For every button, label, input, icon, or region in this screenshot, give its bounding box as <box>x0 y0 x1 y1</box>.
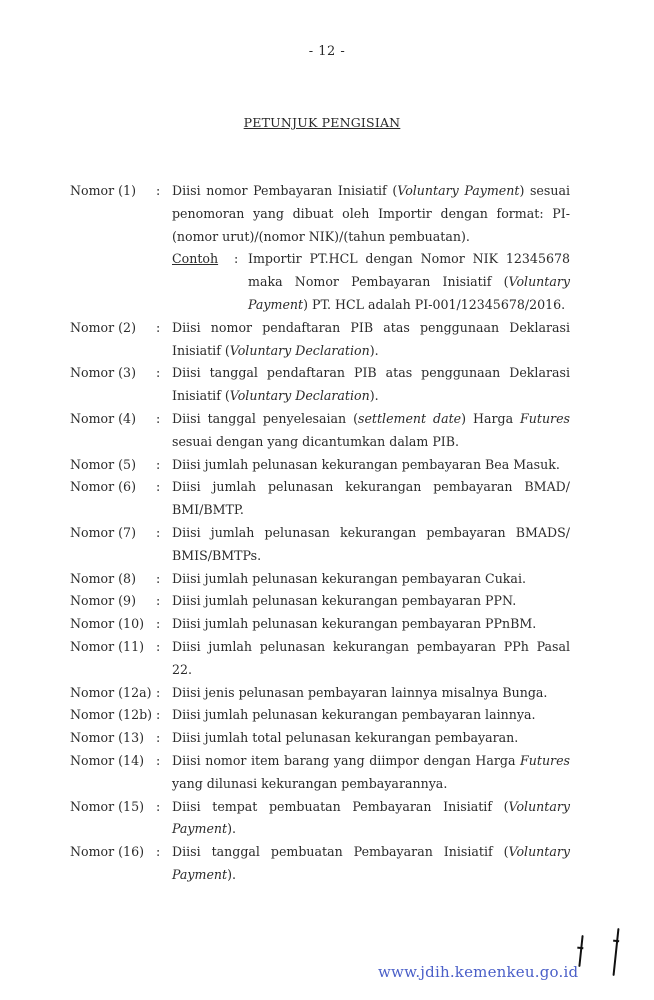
instruction-entry <box>70 476 570 522</box>
example-label: Contoh <box>172 251 219 267</box>
example-block <box>172 248 570 316</box>
text-run: Diisi jumlah total pelunasan kekurangan pembayaran. <box>172 730 519 746</box>
entry-description <box>172 362 570 408</box>
footer-url-link[interactable]: www.jdih.kemenkeu.go.id <box>378 963 579 981</box>
entry-description <box>172 682 570 705</box>
instruction-entry <box>70 522 570 568</box>
entry-label: Nomor (12a) <box>70 684 152 700</box>
instruction-entry <box>70 362 570 408</box>
text-run: Diisi tempat pembuatan Pembayaran Inisiatif ( <box>172 798 509 814</box>
instruction-list <box>70 180 570 887</box>
text-run: ). <box>369 388 379 404</box>
entry-description <box>172 613 570 636</box>
entry-colon: : <box>156 524 161 540</box>
entry-colon: : <box>156 183 161 198</box>
entry-colon: : <box>156 456 161 472</box>
entry-label: Nomor (13) <box>70 730 145 746</box>
entry-label: Nomor (16) <box>70 844 145 860</box>
entry-colon: : <box>156 570 161 586</box>
entry-label: Nomor (11) <box>70 638 145 654</box>
text-run: ) sesuai penomoran yang dibuat oleh Importir dengan format: PI-(nomor urut)/(nomor NIK)/(tahun pembuatan). <box>172 183 570 244</box>
entry-label: Nomor (4) <box>70 410 136 426</box>
entry-colon: : <box>156 798 161 814</box>
text-run: Diisi jumlah pelunasan kekurangan pembayaran PPh Pasal 22. <box>172 638 570 677</box>
entry-label: Nomor (1) <box>70 183 136 198</box>
text-run: ) Harga <box>461 410 521 426</box>
instruction-entry <box>70 636 570 682</box>
instruction-entry <box>70 454 570 477</box>
text-run: Diisi jenis pelunasan pembayaran lainnya misalnya Bunga. <box>172 684 548 700</box>
entry-label: Nomor (15) <box>70 798 145 814</box>
text-run: Diisi nomor Pembayaran Inisiatif ( <box>172 183 398 198</box>
entry-description <box>172 454 570 477</box>
text-run: Diisi jumlah pelunasan kekurangan pembayaran BMADS/ BMIS/BMTPs. <box>172 524 570 563</box>
italic-term: Futures <box>520 752 570 768</box>
instruction-entry <box>70 180 570 317</box>
entry-colon: : <box>156 844 161 860</box>
entry-colon: : <box>156 730 161 746</box>
entry-description <box>172 704 570 727</box>
entry-colon: : <box>156 707 161 723</box>
entry-colon: : <box>156 752 161 768</box>
entry-label: Nomor (7) <box>70 524 136 540</box>
entry-description <box>172 317 570 363</box>
italic-term: Voluntary Payment <box>172 844 570 882</box>
text-run: Diisi tanggal pendaftaran PIB atas penggunaan Deklarasi Inisiatif ( <box>172 365 570 404</box>
entry-label: Nomor (10) <box>70 616 145 632</box>
text-run: ). <box>227 821 237 837</box>
entry-label: Nomor (9) <box>70 593 136 609</box>
instruction-entry <box>70 317 570 363</box>
text-run: sesuai dengan yang dicantumkan dalam PIB. <box>172 433 460 449</box>
entry-colon: : <box>156 616 161 632</box>
example-text <box>248 248 570 316</box>
paraf-signature-mark <box>578 935 583 967</box>
instruction-entry <box>70 796 570 842</box>
text-run: Importir PT.HCL dengan Nomor NIK 12345678 maka Nomor Pembayaran Inisiatif ( <box>248 251 570 290</box>
text-run: Diisi jumlah pelunasan kekurangan pembayaran Cukai. <box>172 570 526 586</box>
instruction-entry <box>70 613 570 636</box>
text-run: Diisi jumlah pelunasan kekurangan pembayaran PPnBM. <box>172 616 537 632</box>
italic-term: Voluntary Payment <box>172 798 570 837</box>
text-run: Diisi jumlah pelunasan kekurangan pembayaran BMAD/ BMI/BMTP. <box>172 479 570 518</box>
page-title: PETUNJUK PENGISIAN <box>243 115 401 130</box>
text-run: ). <box>369 342 379 358</box>
instruction-entry <box>70 727 570 750</box>
entry-colon: : <box>156 684 161 700</box>
entry-colon: : <box>156 410 161 426</box>
entry-description <box>172 568 570 591</box>
entry-label: Nomor (2) <box>70 319 136 335</box>
entry-label: Nomor (6) <box>70 479 136 495</box>
entry-description <box>172 750 570 796</box>
example-colon: : <box>234 251 239 267</box>
entry-description <box>172 727 570 750</box>
entry-label: Nomor (12b) <box>70 707 153 723</box>
entry-colon: : <box>156 593 161 609</box>
entry-label: Nomor (14) <box>70 752 145 768</box>
instruction-entry <box>70 841 570 887</box>
entry-label: Nomor (5) <box>70 456 136 472</box>
instruction-entry <box>70 750 570 796</box>
entry-description <box>172 522 570 568</box>
text-run: Diisi jumlah pelunasan kekurangan pembayaran lainnya. <box>172 707 536 723</box>
instruction-entry <box>70 590 570 613</box>
text-run: Diisi jumlah pelunasan kekurangan pembayaran Bea Masuk. <box>172 456 560 472</box>
paraf-signature-mark <box>612 928 619 976</box>
entry-colon: : <box>156 479 161 495</box>
text-run: Diisi tanggal pembuatan Pembayaran Inisiatif ( <box>172 844 509 860</box>
page-number: - 12 - <box>308 44 346 59</box>
entry-description <box>172 408 570 454</box>
text-run: Diisi nomor pendaftaran PIB atas penggunaan Deklarasi Inisiatif ( <box>172 319 570 358</box>
italic-term: Voluntary Declaration <box>229 388 370 404</box>
instruction-entry <box>70 568 570 591</box>
text-run: Diisi jumlah pelunasan kekurangan pembayaran PPN. <box>172 593 517 609</box>
instruction-entry <box>70 408 570 454</box>
text-run: Diisi nomor item barang yang diimpor dengan Harga <box>172 752 521 768</box>
italic-term: Futures <box>520 410 570 426</box>
instruction-entry <box>70 682 570 705</box>
entry-label: Nomor (8) <box>70 570 136 586</box>
entry-colon: : <box>156 638 161 654</box>
entry-colon: : <box>156 365 161 381</box>
entry-colon: : <box>156 319 161 335</box>
instruction-entry <box>70 704 570 727</box>
entry-description <box>172 636 570 682</box>
entry-description <box>172 590 570 613</box>
text-run: ) PT. HCL adalah PI-001/12345678/2016. <box>303 296 566 312</box>
entry-description <box>172 180 570 317</box>
text-run: ). <box>227 866 237 882</box>
entry-description <box>172 841 570 887</box>
italic-term: Voluntary Payment <box>248 274 570 312</box>
text-run: Diisi tanggal penyelesaian ( <box>172 410 359 426</box>
italic-term: Voluntary Declaration <box>229 342 370 358</box>
italic-term: settlement date <box>358 410 462 426</box>
italic-term: Voluntary Payment <box>397 183 520 198</box>
entry-label: Nomor (3) <box>70 365 136 381</box>
entry-description <box>172 476 570 522</box>
entry-description <box>172 796 570 842</box>
text-run: yang dilunasi kekurangan pembayarannya. <box>172 775 448 791</box>
